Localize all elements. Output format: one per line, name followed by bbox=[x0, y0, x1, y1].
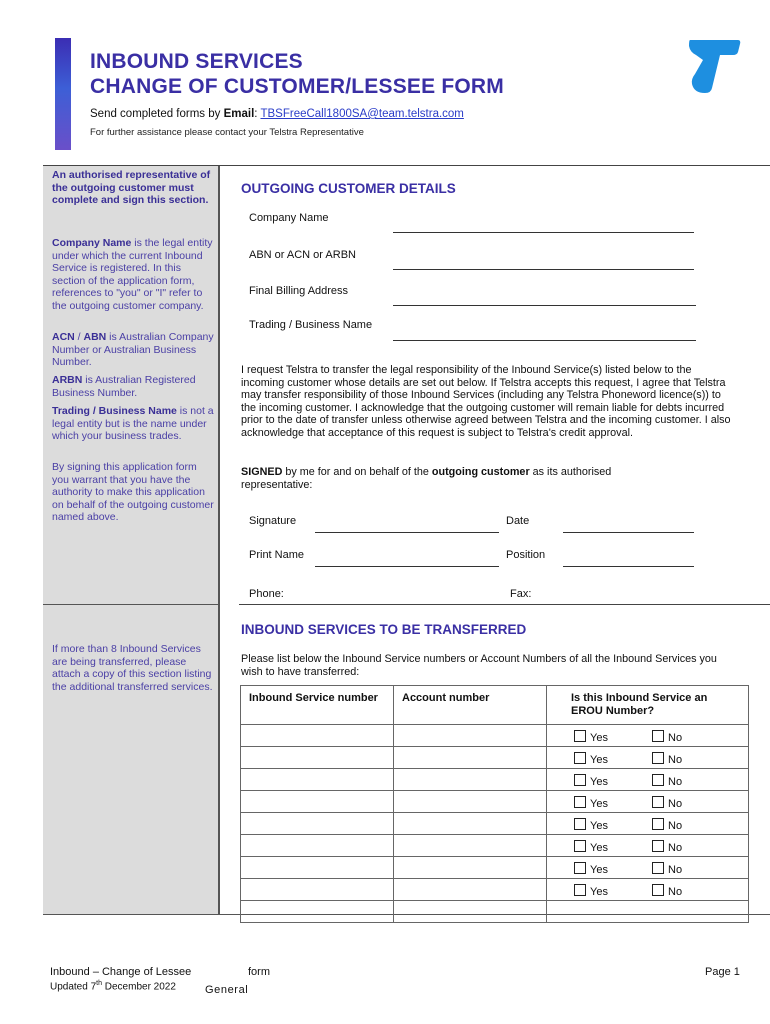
yes-option[interactable]: Yes bbox=[574, 752, 608, 766]
service-number-cell[interactable] bbox=[241, 813, 394, 835]
telstra-logo-icon bbox=[686, 36, 742, 96]
position-field[interactable] bbox=[563, 566, 694, 567]
section-divider bbox=[239, 604, 770, 605]
table-row bbox=[241, 747, 749, 769]
erou-cell bbox=[547, 769, 749, 791]
yes-checkbox[interactable] bbox=[574, 840, 586, 852]
trading-name-field[interactable] bbox=[393, 340, 696, 341]
company-name-label: Company Name bbox=[249, 212, 329, 224]
table-row bbox=[241, 835, 749, 857]
trading-name-label: Trading / Business Name bbox=[249, 319, 373, 331]
account-number-cell[interactable] bbox=[394, 769, 547, 791]
billing-address-label: Final Billing Address bbox=[249, 285, 349, 297]
signature-label: Signature bbox=[249, 515, 297, 527]
no-option[interactable]: No bbox=[652, 774, 682, 788]
form-title-line1: INBOUND SERVICES bbox=[90, 50, 303, 73]
sidebar-company-note: Company Name is the legal entity under which the current Inbound Service is registered. In this section of the application form, references to "you" or "I" refer to the outgoing customer company. bbox=[52, 237, 213, 312]
form-title-line2: CHANGE OF CUSTOMER/LESSEE FORM bbox=[90, 75, 504, 98]
footer-doc-form: form bbox=[248, 966, 270, 978]
yes-checkbox[interactable] bbox=[574, 774, 586, 786]
table-row bbox=[241, 901, 749, 923]
services-instructions: Please list below the Inbound Service numbers or Account Numbers of all the Inbound Services you wish to have transferred: bbox=[241, 653, 717, 678]
yes-checkbox[interactable] bbox=[574, 862, 586, 874]
declaration-text: I request Telstra to transfer the legal responsibility of the Inbound Service(s) listed below to the incoming customer whose details are set out below. If Telstra accepts this request, I agree that Telstra may transfer responsibility of those Inbound Services (including any Telstra Phoneword licence(s)) to the incoming customer. I acknowledge that the outgoing customer will remain liable for debts incurred prior to the date of transfer unless otherwise agreed between Telstra and the incoming customer. I also acknowledge that acceptance of this request is subject to Telstra's credit approval. bbox=[241, 364, 731, 439]
no-checkbox[interactable] bbox=[652, 840, 664, 852]
account-number-cell[interactable] bbox=[394, 725, 547, 747]
col-account-header: Account number bbox=[394, 686, 547, 725]
no-option[interactable]: No bbox=[652, 818, 682, 832]
table-row bbox=[241, 791, 749, 813]
no-option[interactable]: No bbox=[652, 730, 682, 744]
billing-address-field[interactable] bbox=[393, 305, 696, 306]
account-number-cell[interactable] bbox=[394, 857, 547, 879]
sidebar-intro: An authorised representative of the outgoing customer must complete and sign this section. bbox=[52, 169, 211, 207]
account-number-cell[interactable] bbox=[394, 835, 547, 857]
sidebar-arbn-note: ARBN is Australian Registered Business Number. bbox=[52, 374, 196, 399]
no-checkbox[interactable] bbox=[652, 774, 664, 786]
yes-checkbox[interactable] bbox=[574, 796, 586, 808]
table-row bbox=[241, 857, 749, 879]
sidebar-acn-note: ACN / ABN is Australian Company Number or Australian Business Number. bbox=[52, 331, 214, 369]
date-label: Date bbox=[506, 515, 530, 527]
account-number-cell[interactable] bbox=[394, 747, 547, 769]
outgoing-heading: OUTGOING CUSTOMER DETAILS bbox=[241, 181, 456, 196]
send-prefix: Send completed forms by bbox=[90, 108, 224, 120]
account-number-cell[interactable] bbox=[394, 791, 547, 813]
erou-cell bbox=[547, 835, 749, 857]
service-number-cell[interactable] bbox=[241, 857, 394, 879]
abn-field[interactable] bbox=[393, 269, 694, 270]
table-row bbox=[241, 879, 749, 901]
no-checkbox[interactable] bbox=[652, 862, 664, 874]
signature-field[interactable] bbox=[315, 532, 499, 533]
erou-cell bbox=[547, 747, 749, 769]
position-label: Position bbox=[506, 549, 546, 561]
yes-option[interactable]: Yes bbox=[574, 818, 608, 832]
no-option[interactable]: No bbox=[652, 862, 682, 876]
services-header-row bbox=[241, 686, 749, 725]
table-row bbox=[241, 813, 749, 835]
erou-cell bbox=[547, 791, 749, 813]
sidebar-divider bbox=[43, 604, 220, 605]
account-number-cell[interactable] bbox=[394, 813, 547, 835]
table-row bbox=[241, 725, 749, 747]
no-checkbox[interactable] bbox=[652, 884, 664, 896]
account-number-cell[interactable] bbox=[394, 879, 547, 901]
phone-label: Phone: bbox=[249, 588, 284, 600]
email-label: Email bbox=[223, 108, 255, 120]
service-number-cell[interactable] bbox=[241, 835, 394, 857]
date-field[interactable] bbox=[563, 532, 694, 533]
yes-option[interactable]: Yes bbox=[574, 796, 608, 810]
email-separator: : bbox=[254, 108, 261, 120]
yes-option[interactable]: Yes bbox=[574, 840, 608, 854]
erou-cell bbox=[547, 857, 749, 879]
yes-option[interactable]: Yes bbox=[574, 884, 608, 898]
erou-cell bbox=[547, 813, 749, 835]
services-heading: INBOUND SERVICES TO BE TRANSFERRED bbox=[241, 622, 527, 637]
company-name-field[interactable] bbox=[393, 232, 694, 233]
no-checkbox[interactable] bbox=[652, 752, 664, 764]
service-number-cell[interactable] bbox=[241, 769, 394, 791]
sidebar-transfer-note: If more than 8 Inbound Services are being transferred, please attach a copy of this section listing the additional transferred services. bbox=[52, 643, 213, 693]
no-option[interactable]: No bbox=[652, 884, 682, 898]
no-checkbox[interactable] bbox=[652, 796, 664, 808]
erou-cell bbox=[547, 879, 749, 901]
service-number-cell[interactable] bbox=[241, 791, 394, 813]
no-checkbox[interactable] bbox=[652, 818, 664, 830]
footer-doc-name: Inbound – Change of Lessee bbox=[50, 966, 192, 978]
service-number-cell[interactable] bbox=[241, 725, 394, 747]
footer-classification: General bbox=[205, 984, 249, 996]
erou-cell bbox=[547, 725, 749, 747]
no-option[interactable]: No bbox=[652, 796, 682, 810]
yes-checkbox[interactable] bbox=[574, 884, 586, 896]
account-number-cell[interactable] bbox=[394, 901, 547, 923]
table-row bbox=[241, 769, 749, 791]
yes-option[interactable]: Yes bbox=[574, 774, 608, 788]
yes-checkbox[interactable] bbox=[574, 818, 586, 830]
email-link[interactable]: TBSFreeCall1800SA@team.telstra.com bbox=[260, 108, 464, 120]
yes-option[interactable]: Yes bbox=[574, 862, 608, 876]
footer-page-number: Page 1 bbox=[705, 966, 740, 978]
sidebar-trading-note: Trading / Business Name is not a legal entity but is the name under which your business trades. bbox=[52, 405, 214, 443]
services-table bbox=[240, 685, 749, 923]
service-number-cell[interactable] bbox=[241, 747, 394, 769]
sidebar-signing-note: By signing this application form you warrant that you have the authority to make this application on behalf of the outgoing customer named above. bbox=[52, 461, 214, 524]
col-erou-header: Is this Inbound Service an EROU Number? bbox=[547, 686, 749, 725]
service-number-cell[interactable] bbox=[241, 879, 394, 901]
send-instructions bbox=[90, 108, 464, 120]
abn-label: ABN or ACN or ARBN bbox=[249, 249, 356, 261]
assistance-note: For further assistance please contact your Telstra Representative bbox=[90, 127, 364, 138]
col-service-header: Inbound Service number bbox=[241, 686, 394, 725]
fax-label: Fax: bbox=[510, 588, 532, 600]
signed-statement: SIGNED by me for and on behalf of the outgoing customer as its authorised representative: bbox=[241, 466, 612, 491]
yes-checkbox[interactable] bbox=[574, 730, 586, 742]
print-name-field[interactable] bbox=[315, 566, 499, 567]
service-number-cell[interactable] bbox=[241, 901, 394, 923]
footer-updated: Updated 7th December 2022 bbox=[50, 980, 176, 993]
yes-checkbox[interactable] bbox=[574, 752, 586, 764]
erou-cell-empty bbox=[547, 901, 749, 923]
no-checkbox[interactable] bbox=[652, 730, 664, 742]
no-option[interactable]: No bbox=[652, 840, 682, 854]
yes-option[interactable]: Yes bbox=[574, 730, 608, 744]
no-option[interactable]: No bbox=[652, 752, 682, 766]
accent-bar bbox=[55, 38, 71, 150]
print-name-label: Print Name bbox=[249, 549, 305, 561]
